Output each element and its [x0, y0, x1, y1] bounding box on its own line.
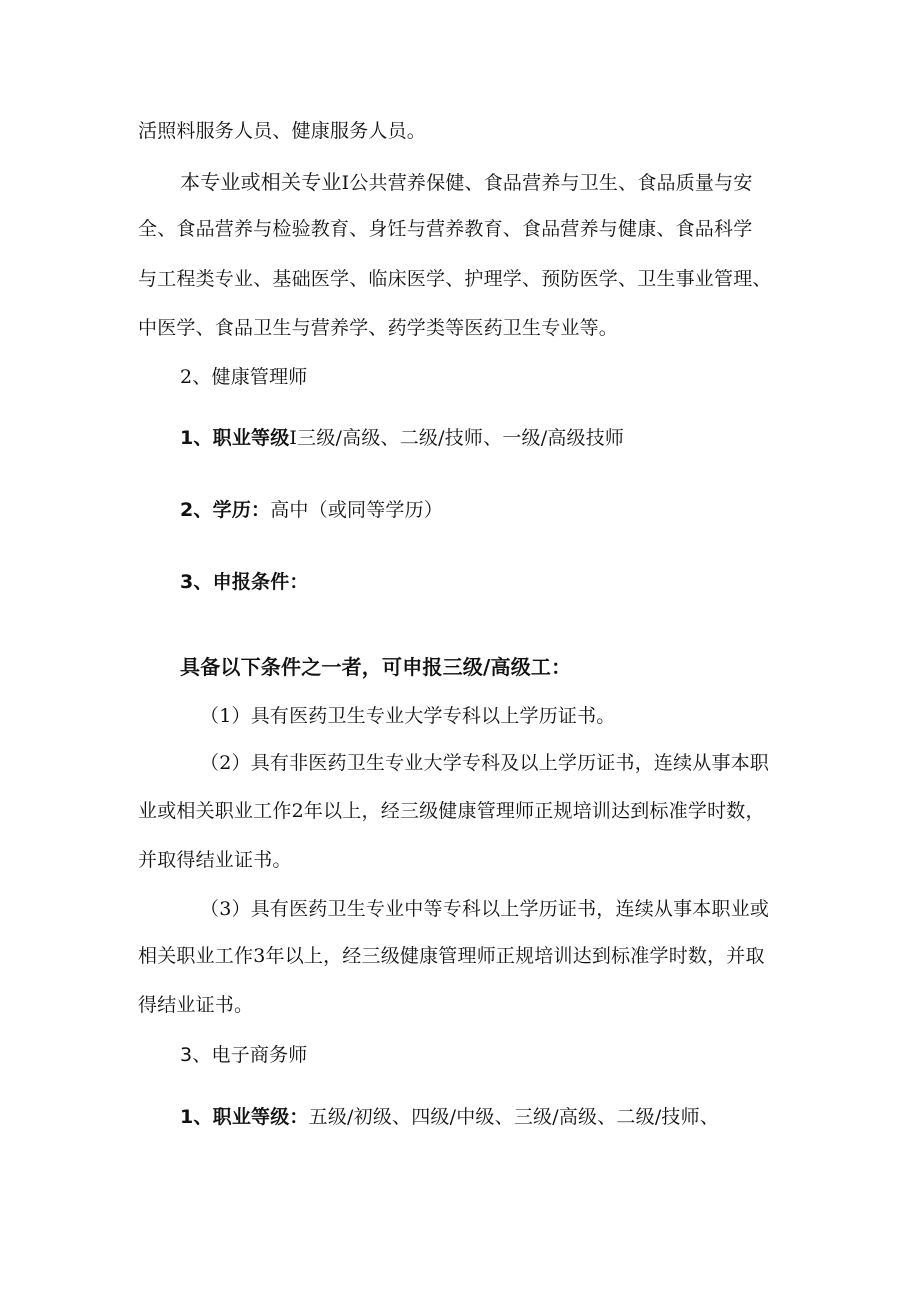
paragraph-line: 与工程类专业、基础医学、临床医学、护理学、预防医学、卫生事业管理、 — [138, 268, 772, 290]
condition-line: 得结业证书。 — [138, 994, 254, 1016]
section-heading: 2、健康管理师 — [180, 366, 308, 388]
conditions-heading: 具备以下条件之一者，可申报三级/高级工： — [180, 655, 572, 679]
inline-heading: 1、职业等级： — [180, 1106, 309, 1128]
condition-line: 相关职业工作3年以上，经三级健康管理师正规培训达到标准学时数，并取 — [138, 945, 765, 967]
paragraph-line — [180, 169, 753, 196]
inline-text: 五级/初级、四级/中级、三级/高级、二级/技师、 — [308, 1106, 720, 1128]
inline-heading: 1、职业等级 — [180, 427, 290, 449]
inline-heading: 本专业或相关专业 — [180, 170, 342, 194]
paragraph-line — [180, 425, 624, 451]
subsection-heading: 3、申报条件： — [180, 571, 309, 593]
paragraph-line: 活照料服务人员、健康服务人员。 — [138, 120, 427, 142]
inline-heading: 2、学历： — [180, 499, 271, 521]
paragraph-line: 全、食品营养与检验教育、身饪与营养教育、食品营养与健康、食品科学 — [138, 218, 753, 240]
condition-line: （2）具有非医药卫生专业大学专科及以上学历证书，连续从事本职 — [200, 752, 770, 774]
inline-text: I公共营养保健、食品营养与卫生、食品质量与安 — [341, 172, 753, 194]
inline-text: I三级/高级、二级/技师、一级/高级技师 — [289, 427, 625, 449]
paragraph-line — [180, 1104, 719, 1130]
section-heading: 3、电子商务师 — [180, 1044, 308, 1066]
condition-line: 并取得结业证书。 — [138, 849, 292, 871]
condition-line: （1）具有医药卫生专业大学专科以上学历证书。 — [200, 705, 616, 727]
paragraph-line: 中医学、食品卫生与营养学、药学类等医药卫生专业等。 — [138, 317, 619, 339]
paragraph-line — [180, 497, 443, 523]
condition-line: （3）具有医药卫生专业中等专科以上学历证书，连续从事本职业或 — [200, 898, 770, 920]
condition-line: 业或相关职业工作2年以上，经三级健康管理师正规培训达到标准学时数， — [138, 800, 765, 822]
inline-text: 高中（或同等学历） — [270, 499, 444, 521]
